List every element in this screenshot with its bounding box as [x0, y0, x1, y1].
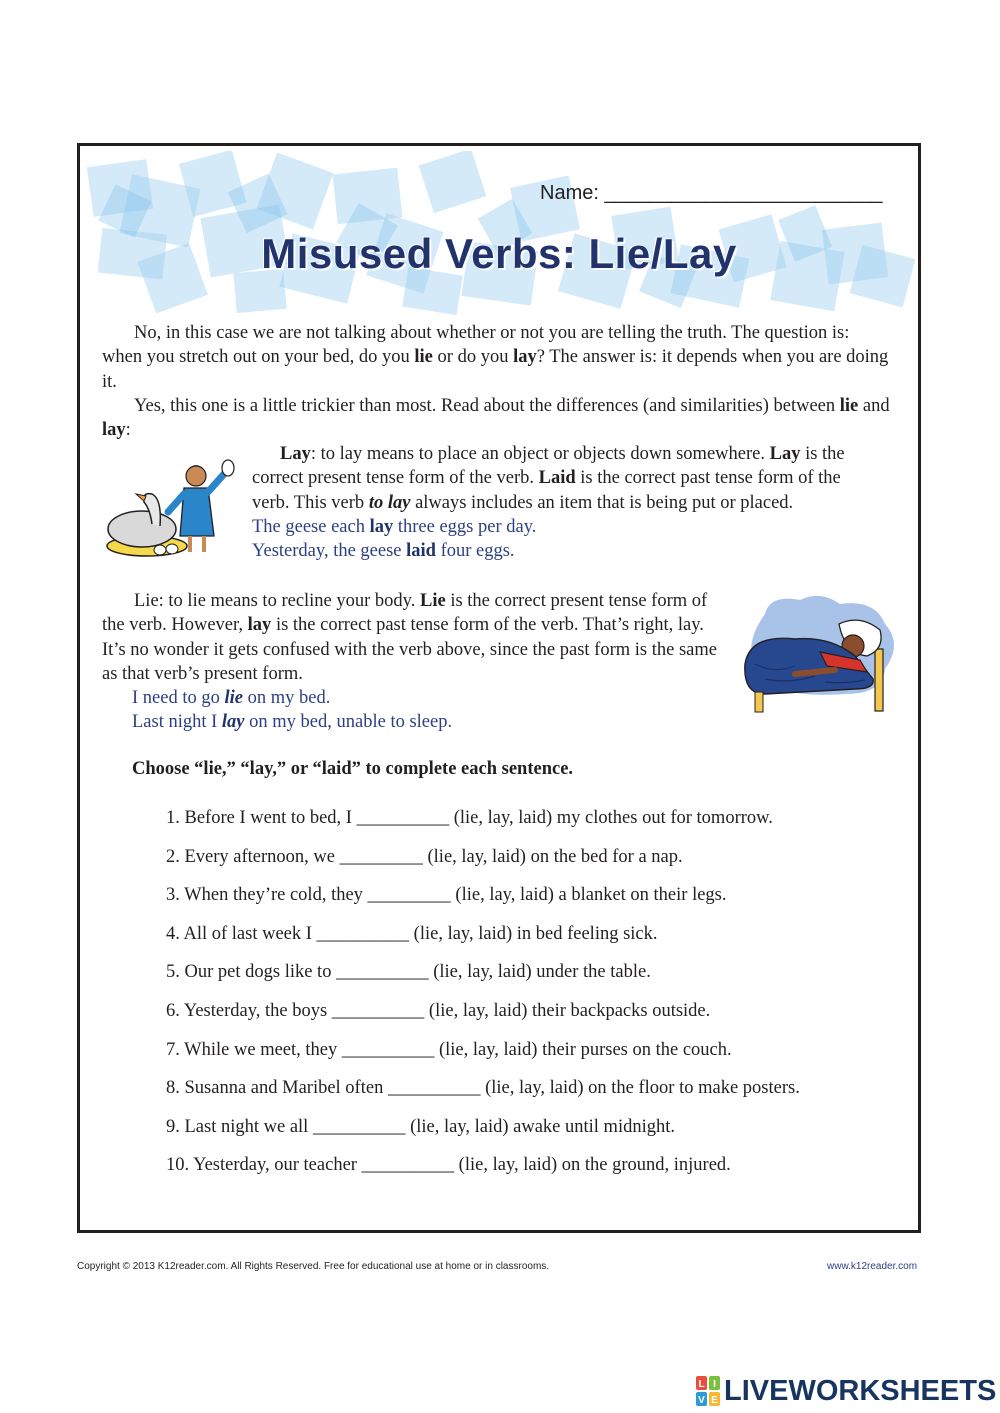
lie-example-1 — [132, 686, 692, 710]
intro-paragraph-1 — [102, 321, 892, 394]
text-run: or do you — [432, 347, 514, 368]
lay-example-1 — [252, 515, 872, 539]
text-run: lay — [247, 615, 272, 636]
text-run: : — [125, 420, 131, 441]
text-run: lay — [102, 420, 126, 441]
text-run: Laid — [538, 468, 576, 489]
text-run: is the correct present tense form of the verb. — [252, 444, 845, 489]
text-run: lie — [224, 688, 243, 708]
question-list — [166, 806, 800, 1192]
text-run: four eggs. — [435, 541, 515, 561]
sleeping-child-illustration — [735, 594, 903, 719]
text-run: is the correct past tense form of the verb. That’s right, lay. It’s no wonder it gets confused with the verb above, since the past form is the same as that verb’s present form. — [102, 615, 717, 684]
text-run: always includes an item that is being put or placed. — [410, 492, 794, 513]
text-run: lay — [221, 712, 245, 732]
intro-paragraph-2 — [102, 394, 892, 443]
text-run: Lay — [769, 444, 801, 464]
text-run: lay — [369, 517, 394, 537]
text-run: and — [858, 396, 890, 416]
question-item[interactable]: 1. Before I went to bed, I __________ (lie, lay, laid) my clothes out for tomorrow. — [166, 808, 773, 828]
question-item[interactable]: 5. Our pet dogs like to __________ (lie, lay, laid) under the table. — [166, 962, 651, 983]
lie-example-2 — [132, 710, 692, 734]
text-run: The geese each — [252, 517, 370, 537]
text-run: is the correct past tense form of the verb. This verb — [252, 468, 841, 513]
question-item[interactable]: 7. While we meet, they __________ (lie, lay, laid) their purses on the couch. — [166, 1039, 732, 1060]
text-run: Yes, this one is a little trickier than most. Read about the differences (and similarities) between — [134, 396, 840, 416]
logo-letter: E — [711, 1395, 718, 1406]
text-run: No, in this case we are not talking about whether or not you are telling the truth. The question is: when you stretch out on your bed, do you — [102, 323, 850, 368]
logo-letter: V — [698, 1395, 705, 1406]
question-item[interactable]: 4. All of last week I __________ (lie, lay, laid) in bed feeling sick. — [166, 923, 658, 944]
question-item[interactable]: 6. Yesterday, the boys __________ (lie, lay, laid) their backpacks outside. — [166, 1000, 711, 1021]
logo-letter: I — [713, 1379, 716, 1390]
text-run: Yesterday, the geese — [252, 541, 407, 561]
site-url-link[interactable]: www.k12reader.com — [827, 1261, 918, 1272]
liveworksheets-logo[interactable] — [696, 1374, 996, 1408]
question-item[interactable]: 9. Last night we all __________ (lie, lay, laid) awake until midnight. — [166, 1116, 675, 1137]
name-field[interactable]: Name: _________________________ — [540, 182, 883, 204]
text-run: is the correct present tense form of the verb. However, — [102, 591, 708, 636]
logo-letter: L — [698, 1379, 705, 1390]
text-run: three eggs per day. — [393, 517, 537, 537]
text-run: Lie — [419, 591, 446, 611]
text-run: lie — [414, 347, 433, 368]
text-run: on my bed. — [242, 688, 331, 708]
worksheet-frame — [77, 143, 921, 1233]
text-run: lay — [513, 347, 537, 368]
text-run: ? The answer is: it depends when you are doing it. — [102, 347, 889, 392]
question-item[interactable]: 8. Susanna and Maribel often __________ (lie, lay, laid) on the floor to make posters. — [166, 1078, 800, 1099]
text-run: Last night I — [132, 712, 222, 732]
lie-definition — [102, 589, 720, 686]
question-item[interactable]: 10. Yesterday, our teacher __________ (lie, lay, laid) on the ground, injured. — [166, 1155, 731, 1176]
text-run: Lie: to lie means to recline your body. — [134, 591, 420, 611]
page-title: Misused Verbs: Lie/Lay — [261, 230, 737, 277]
goose-woman-illustration — [102, 454, 242, 559]
text-run: Lay — [280, 444, 311, 464]
text-run: laid — [406, 541, 436, 561]
lay-example-2 — [252, 539, 872, 563]
lay-definition — [252, 442, 882, 515]
text-run: lie — [839, 396, 859, 416]
question-item[interactable]: 3. When they’re cold, they _________ (lie, lay, laid) a blanket on their legs. — [166, 885, 727, 906]
instruction-heading: Choose “lie,” “lay,” or “laid” to complete each sentence. — [132, 759, 574, 779]
question-item[interactable]: 2. Every afternoon, we _________ (lie, lay, laid) on the bed for a nap. — [166, 846, 683, 867]
text-run: on my bed, unable to sleep. — [244, 712, 453, 732]
text-run: : to lay means to place an object or objects down somewhere. — [310, 444, 770, 464]
copyright-text: Copyright © 2013 K12reader.com. All Rights Reserved. Free for educational use at home or in classrooms. — [77, 1261, 550, 1272]
text-run: to lay — [368, 492, 411, 513]
liveworksheets-logo-icon — [696, 1376, 720, 1406]
text-run: I need to go — [132, 688, 225, 708]
liveworksheets-wordmark: LIVEWORKSHEETS — [724, 1374, 997, 1407]
